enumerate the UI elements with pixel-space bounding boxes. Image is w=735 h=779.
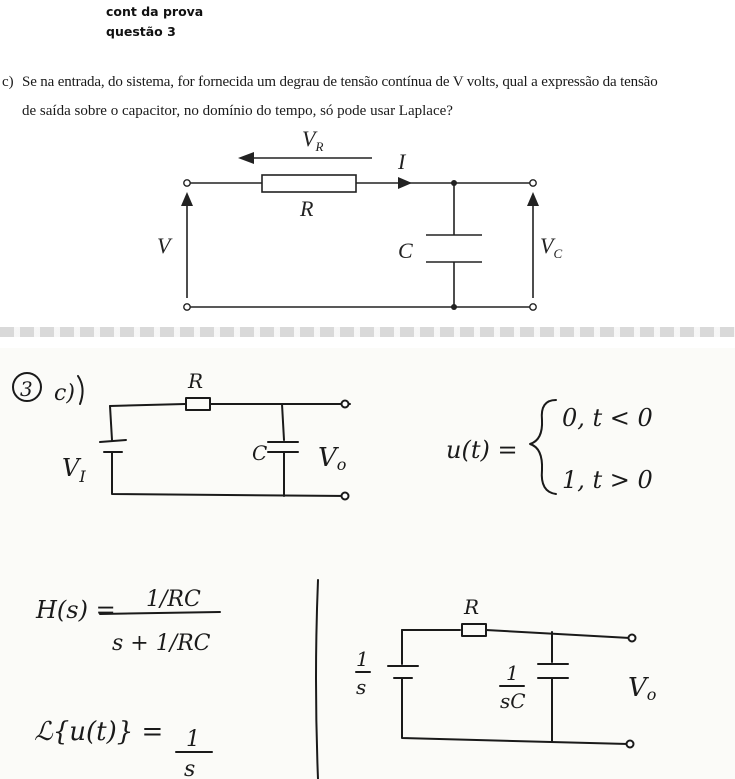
c2-resistor-label: R [464,595,480,619]
question-line-1: Se na entrada, do sistema, for fornecida um degrau de tensão contínua de V volts, qual a expressão da tensão [22,74,658,90]
c2-source-numerator: 1 [356,647,369,671]
printed-rc-circuit [0,0,735,340]
label-capacitor-c: C [398,238,413,263]
c1-input-label: $V_I$ [62,454,86,486]
laplace-lhs: ℒ{u(t)} = [34,717,164,747]
c2-output-label: Vo [628,673,657,704]
laplace-denominator: s [184,757,196,779]
step-case-2: 1, t > 0 [562,466,653,494]
transfer-denominator: s + 1/RC [112,631,211,656]
note-item: c) [54,381,75,406]
c1-output-label: Vo [318,443,347,474]
header-line-1: cont da prova [106,4,204,19]
c1-capacitor-label: C [252,441,268,465]
label-resistor-r: R [300,196,314,221]
question-label: c) [2,74,14,90]
laplace-numerator: 1 [186,727,200,752]
label-current-i: I [398,149,406,174]
label-vr: $V_R$ [302,126,324,154]
c2-capacitor-numerator: 1 [506,661,519,685]
step-case-1: 0, t < 0 [562,404,653,432]
c2-capacitor-denominator: sC [500,689,526,713]
transfer-lhs: H(s) = [36,596,116,624]
cropped-text-strip [0,327,735,337]
question-line-2: de saída sobre o capacitor, no domínio do tempo, só pode usar Laplace? [22,103,453,119]
handwritten-notes [0,348,735,779]
handwritten-drawing [0,348,735,779]
c2-source-denominator: s [356,675,367,699]
c1-resistor-label: R [188,369,204,393]
label-input-v: V [157,233,171,258]
note-number: 3 [20,377,33,401]
step-function-lhs: u(t) = [446,436,518,464]
transfer-numerator: 1/RC [146,587,201,612]
label-vc: $V_C$ [540,233,563,261]
header-line-2: questão 3 [106,24,176,39]
